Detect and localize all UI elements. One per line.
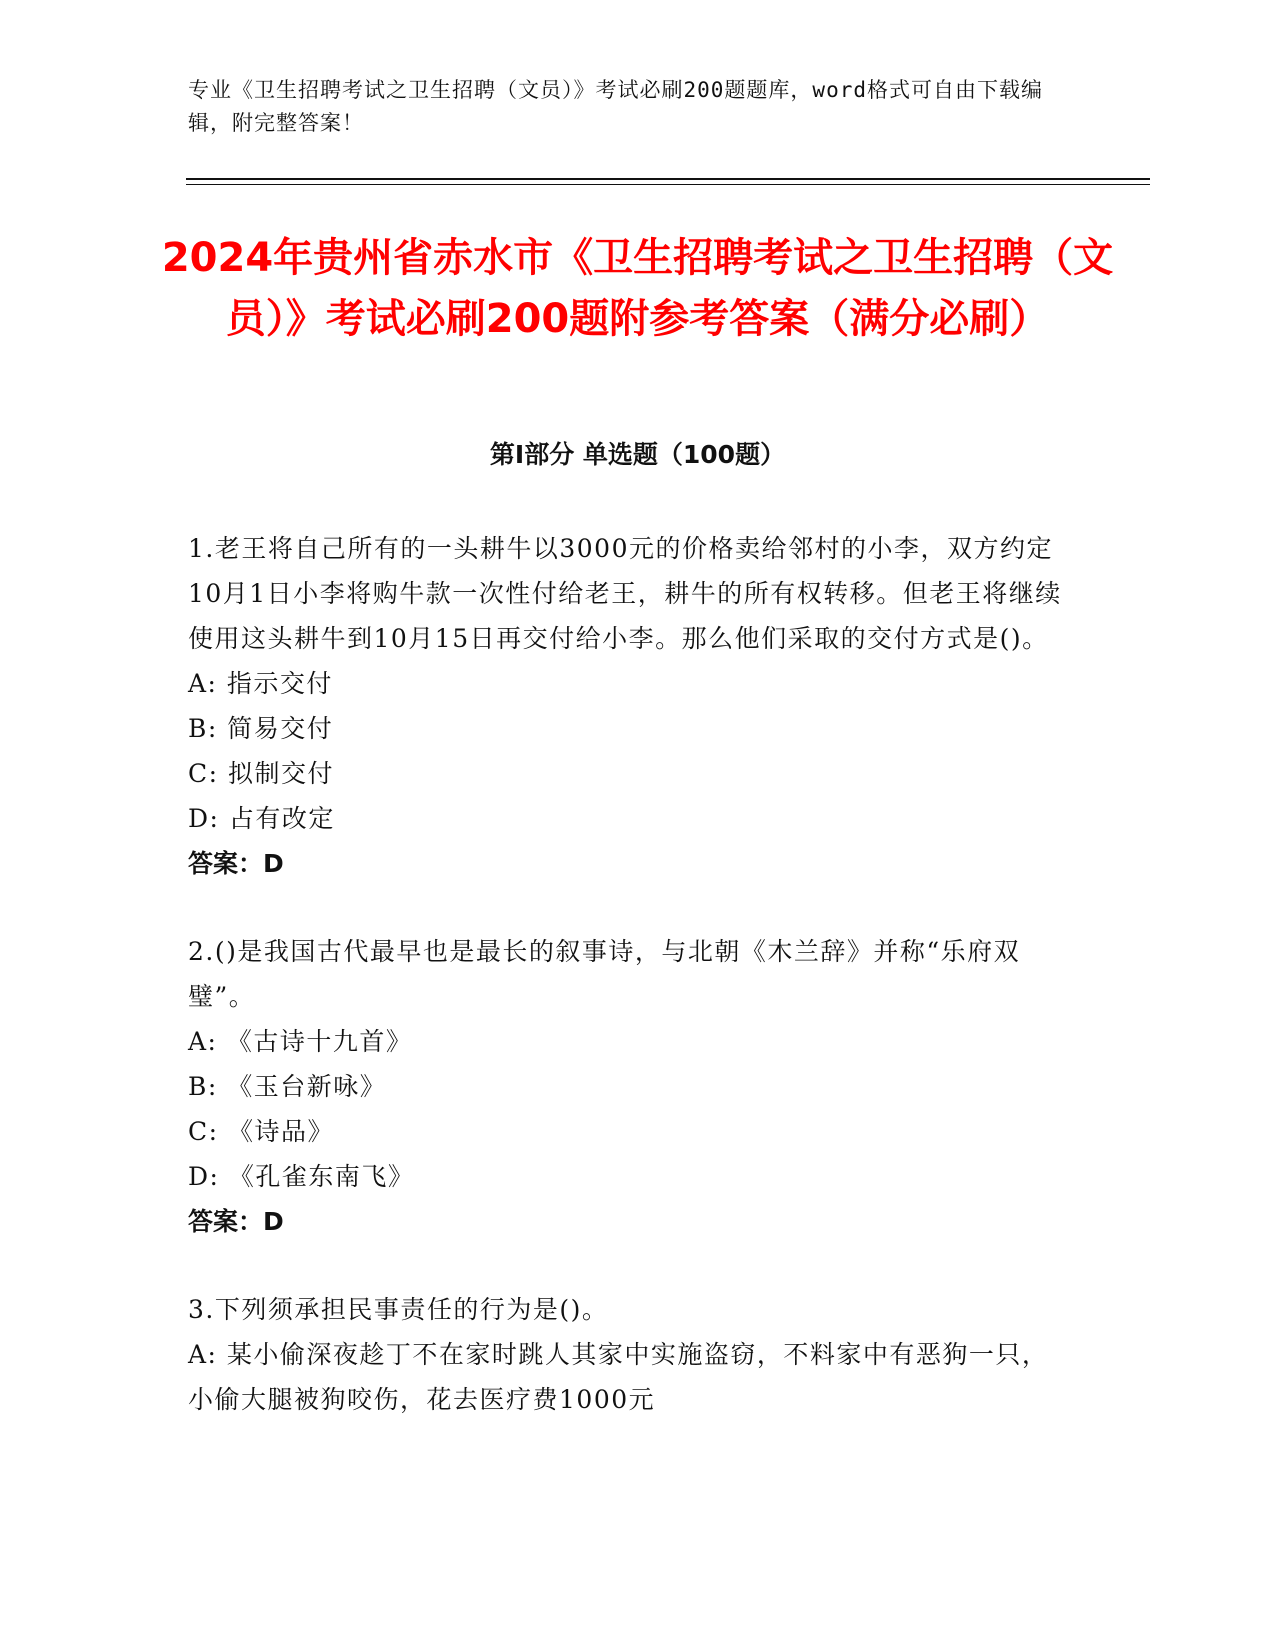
option-a: A: 指示交付	[188, 669, 333, 698]
document-title: 2024年贵州省赤水市《卫生招聘考试之卫生招聘（文员）》考试必刷200题附参考答案（满分必刷）	[161, 235, 1114, 342]
option-a: A: 某小偷深夜趁丁不在家时跳人其家中实施盗窃，不料家中有恶狗一只，小偷大腿被狗咬伤，花去医疗费1000元	[188, 1340, 1049, 1414]
section-title: 第Ⅰ部分 单选题（100题）	[489, 440, 786, 469]
option-c: C: 拟制交付	[188, 759, 334, 788]
answer: 答案：D	[188, 1207, 284, 1236]
question-list	[188, 526, 1068, 1465]
question-stem: 3.下列须承担民事责任的行为是()。	[188, 1295, 609, 1324]
option-b: B: 《玉台新咏》	[188, 1072, 387, 1101]
option-c: C: 《诗品》	[188, 1117, 334, 1146]
header-note: 专业《卫生招聘考试之卫生招聘（文员）》考试必刷200题题库，word格式可自由下载编辑，附完整答案！	[188, 78, 1043, 135]
question-item	[188, 1287, 1068, 1422]
header-divider	[186, 178, 1150, 180]
question-stem: 2.()是我国古代最早也是最长的叙事诗，与北朝《木兰辞》并称“乐府双璧”。	[188, 937, 1021, 1011]
option-b: B: 简易交付	[188, 714, 334, 743]
question-item	[188, 526, 1068, 886]
header-divider-thin	[186, 184, 1150, 185]
question-item	[188, 929, 1068, 1244]
option-a: A: 《古诗十九首》	[188, 1027, 413, 1056]
question-stem: 1.老王将自己所有的一头耕牛以3000元的价格卖给邻村的小李，双方约定10月1日小李将购牛款一次性付给老王，耕牛的所有权转移。但老王将继续使用这头耕牛到10月15日再交付给小李。那么他们采取的交付方式是()。	[188, 534, 1062, 653]
answer: 答案：D	[188, 849, 284, 878]
option-d: D: 《孔雀东南飞》	[188, 1162, 415, 1191]
option-d: D: 占有改定	[188, 804, 335, 833]
